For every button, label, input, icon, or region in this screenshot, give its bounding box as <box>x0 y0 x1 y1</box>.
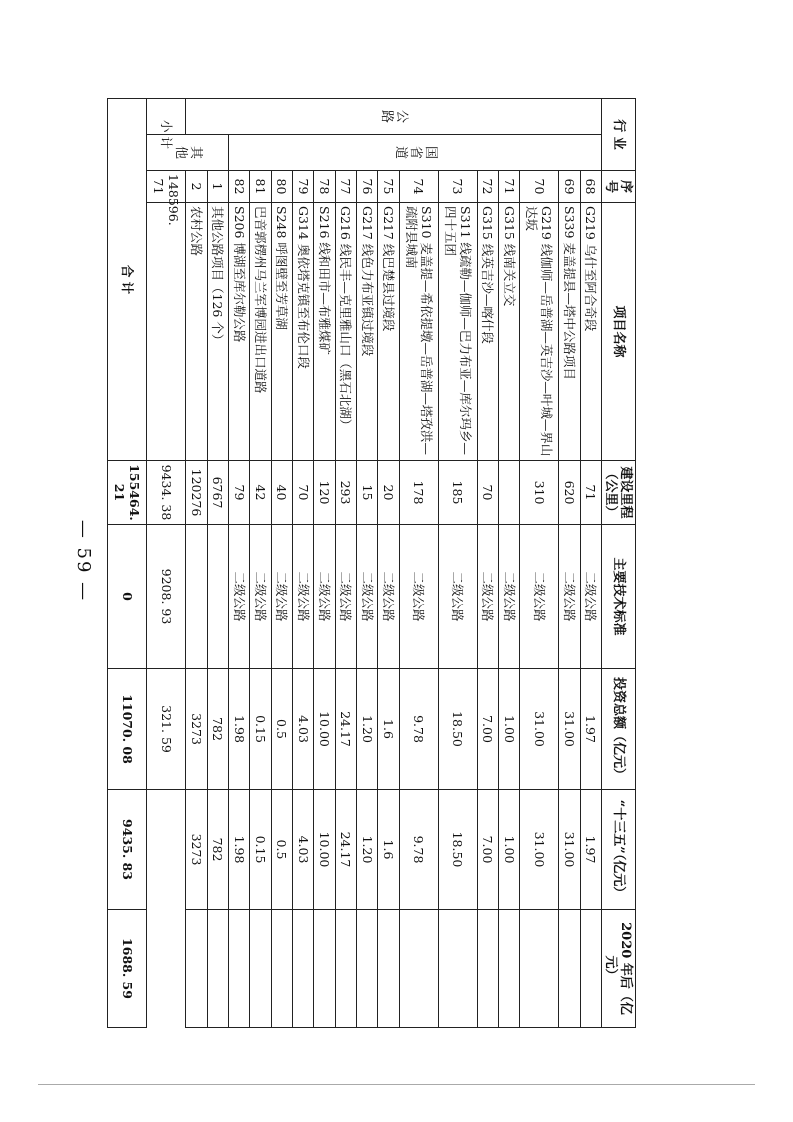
cell-seq: 70 <box>520 171 559 203</box>
cell-mileage: 15 <box>356 461 377 525</box>
cell-standard: 二级公路 <box>378 525 399 669</box>
highway-project-table <box>107 98 636 1028</box>
cell-after2020 <box>186 910 207 1028</box>
cell-seq: 81 <box>250 171 271 203</box>
cell-thirteenth: 9.78 <box>399 790 438 910</box>
cell-thirteenth: 1.00 <box>498 790 519 910</box>
header-seq: 序 号 <box>602 171 636 203</box>
rotated-table-container <box>107 98 636 1027</box>
cell-name: G216 线民丰—克里雅山口（黑石北湖） <box>335 203 356 461</box>
group-other: 其 他 <box>147 135 229 171</box>
total-mileage: 155464. 21 <box>108 461 147 525</box>
cell-mileage: 40 <box>271 461 292 525</box>
header-after2020: 2020 年后（亿元） <box>602 910 636 1028</box>
cell-mileage: 79 <box>229 461 250 525</box>
cell-standard: 二级公路 <box>498 525 519 669</box>
cell-investment: 1.97 <box>580 669 601 790</box>
table-row <box>498 99 519 1028</box>
cell-mileage: 185 <box>438 461 477 525</box>
cell-after2020 <box>207 910 228 1028</box>
cell-after2020 <box>559 910 580 1028</box>
cell-mileage: 120276 <box>186 461 207 525</box>
cell-standard: 二级公路 <box>520 525 559 669</box>
cell-investment: 1.00 <box>498 669 519 790</box>
table-row <box>292 99 313 1028</box>
cell-after2020 <box>356 910 377 1028</box>
cell-after2020 <box>520 910 559 1028</box>
cell-seq: 69 <box>559 171 580 203</box>
cell-thirteenth: 3273 <box>186 790 207 910</box>
subtotal-row <box>147 99 186 1028</box>
table-row <box>438 99 477 1028</box>
cell-mileage <box>498 461 519 525</box>
cell-seq: 72 <box>477 171 498 203</box>
cell-name: 其他公路项目（126 个） <box>207 203 228 461</box>
cell-standard: 二级公路 <box>477 525 498 669</box>
cell-name: G315 线英吉沙—喀什段 <box>477 203 498 461</box>
table-row <box>271 99 292 1028</box>
table-row <box>559 99 580 1028</box>
cell-name: G219 乌什至阿合奇段 <box>580 203 601 461</box>
cell-after2020 <box>399 910 438 1028</box>
cell-investment: 10.00 <box>314 669 335 790</box>
cell-investment: 9.78 <box>399 669 438 790</box>
cell-thirteenth: 1.98 <box>229 790 250 910</box>
cell-name: 农村公路 <box>186 203 207 461</box>
group-highway: 公 路 <box>186 99 602 135</box>
cell-thirteenth: 4.03 <box>292 790 313 910</box>
cell-name: G217 线色力布亚镇过境段 <box>356 203 377 461</box>
cell-standard: 二级公路 <box>580 525 601 669</box>
cell-standard: 二级公路 <box>271 525 292 669</box>
subtotal-investment: 9434. 38 <box>147 461 186 525</box>
subtotal-thirteenth: 9208. 93 <box>147 525 186 669</box>
cell-standard: 二级公路 <box>399 525 438 669</box>
total-standard: 0 <box>108 525 147 669</box>
cell-after2020 <box>580 910 601 1028</box>
cell-name: S311 线疏勒—伽师—巴力布亚—库尔玛乡—四十五团 <box>438 203 477 461</box>
cell-after2020 <box>314 910 335 1028</box>
cell-investment: 3273 <box>186 669 207 790</box>
cell-seq: 71 <box>498 171 519 203</box>
cell-standard: 二级公路 <box>356 525 377 669</box>
cell-name: G219 线伽师—岳普湖—英吉沙—叶城—界山达坂 <box>520 203 559 461</box>
cell-after2020 <box>250 910 271 1028</box>
cell-seq: 77 <box>335 171 356 203</box>
cell-after2020 <box>335 910 356 1028</box>
header-mileage: 建设里程（公里） <box>602 461 636 525</box>
subtotal-mileage: 148596. 71 <box>147 171 186 203</box>
cell-thirteenth: 1.6 <box>378 790 399 910</box>
cell-investment: 1.20 <box>356 669 377 790</box>
cell-standard: 二级公路 <box>559 525 580 669</box>
cell-thirteenth: 31.00 <box>520 790 559 910</box>
table-row <box>250 99 271 1028</box>
cell-seq: 73 <box>438 171 477 203</box>
cell-seq: 1 <box>207 171 228 203</box>
cell-seq: 76 <box>356 171 377 203</box>
cell-seq: 79 <box>292 171 313 203</box>
cell-investment: 1.98 <box>229 669 250 790</box>
table-row <box>477 99 498 1028</box>
cell-investment: 782 <box>207 669 228 790</box>
cell-name: G217 线巴楚县过境段 <box>378 203 399 461</box>
cell-standard <box>186 525 207 669</box>
cell-name: 巴音郭楞州马兰军博园进出口道路 <box>250 203 271 461</box>
cell-investment: 18.50 <box>438 669 477 790</box>
cell-standard: 二级公路 <box>438 525 477 669</box>
table-row <box>314 99 335 1028</box>
total-row <box>108 99 147 1028</box>
cell-investment: 0.15 <box>250 669 271 790</box>
subtotal-standard <box>147 203 186 461</box>
table-row <box>399 99 438 1028</box>
cell-after2020 <box>292 910 313 1028</box>
cell-seq: 82 <box>229 171 250 203</box>
footer-divider <box>38 1084 755 1085</box>
subtotal-after2020: 321. 59 <box>147 669 186 790</box>
cell-name: S206 博湖至库尔勒公路 <box>229 203 250 461</box>
cell-investment: 1.6 <box>378 669 399 790</box>
cell-thirteenth: 18.50 <box>438 790 477 910</box>
cell-after2020 <box>271 910 292 1028</box>
cell-standard: 二级公路 <box>292 525 313 669</box>
header-investment: 投资总额（亿元） <box>602 669 636 790</box>
cell-mileage: 42 <box>250 461 271 525</box>
cell-thirteenth: 782 <box>207 790 228 910</box>
cell-after2020 <box>477 910 498 1028</box>
cell-mileage: 178 <box>399 461 438 525</box>
cell-name: S248 呼图壁至芳草湖 <box>271 203 292 461</box>
table-row <box>580 99 601 1028</box>
table-row <box>207 99 228 1028</box>
cell-thirteenth: 7.00 <box>477 790 498 910</box>
cell-name: S339 麦盖提县—塔中公路项目 <box>559 203 580 461</box>
cell-name: S216 线和田市—布雅煤矿 <box>314 203 335 461</box>
cell-mileage: 70 <box>292 461 313 525</box>
total-label: 合 计 <box>108 99 147 461</box>
cell-seq: 74 <box>399 171 438 203</box>
cell-mileage: 310 <box>520 461 559 525</box>
cell-mileage: 120 <box>314 461 335 525</box>
cell-standard <box>207 525 228 669</box>
cell-mileage: 70 <box>477 461 498 525</box>
cell-investment: 0.5 <box>271 669 292 790</box>
cell-name: G314 奥依塔克镇至布伦口段 <box>292 203 313 461</box>
cell-investment: 31.00 <box>559 669 580 790</box>
cell-seq: 68 <box>580 171 601 203</box>
cell-thirteenth: 1.20 <box>356 790 377 910</box>
cell-mileage: 6767 <box>207 461 228 525</box>
cell-investment: 24.17 <box>335 669 356 790</box>
cell-thirteenth: 1.97 <box>580 790 601 910</box>
cell-after2020 <box>438 910 477 1028</box>
cell-thirteenth: 0.15 <box>250 790 271 910</box>
cell-seq: 78 <box>314 171 335 203</box>
table-row <box>520 99 559 1028</box>
cell-mileage: 71 <box>580 461 601 525</box>
header-name: 项目名称 <box>602 203 636 461</box>
cell-investment: 4.03 <box>292 669 313 790</box>
table-body <box>108 99 602 1028</box>
cell-thirteenth: 10.00 <box>314 790 335 910</box>
cell-mileage: 620 <box>559 461 580 525</box>
header-thirteenth: “十三五”（亿元） <box>602 790 636 910</box>
total-investment: 11070. 08 <box>108 669 147 790</box>
cell-name: S310 麦盖提—希依提墩—岳普湖—塔孜洪—疏附县城南 <box>399 203 438 461</box>
table-row <box>335 99 356 1028</box>
cell-after2020 <box>378 910 399 1028</box>
table-row <box>186 99 207 1028</box>
cell-seq: 80 <box>271 171 292 203</box>
header-industry: 行 业 <box>602 99 636 171</box>
table-row <box>378 99 399 1028</box>
cell-standard: 二级公路 <box>229 525 250 669</box>
cell-mileage: 20 <box>378 461 399 525</box>
cell-seq: 75 <box>378 171 399 203</box>
table-row <box>229 99 250 1028</box>
header-standard: 主要技术标准 <box>602 525 636 669</box>
cell-after2020 <box>229 910 250 1028</box>
header-row <box>602 99 636 1028</box>
cell-after2020 <box>498 910 519 1028</box>
cell-name: G315 线南关立交 <box>498 203 519 461</box>
total-after2020: 1688. 59 <box>108 910 147 1028</box>
cell-standard: 二级公路 <box>250 525 271 669</box>
cell-investment: 31.00 <box>520 669 559 790</box>
subtotal-label: 小 计 <box>147 99 186 171</box>
cell-standard: 二级公路 <box>314 525 335 669</box>
total-thirteenth: 9435. 83 <box>108 790 147 910</box>
cell-investment: 7.00 <box>477 669 498 790</box>
cell-standard: 二级公路 <box>335 525 356 669</box>
page-number: — 59 — <box>73 519 94 603</box>
cell-thirteenth: 31.00 <box>559 790 580 910</box>
cell-thirteenth: 0.5 <box>271 790 292 910</box>
group-national-provincial: 国 省 道 <box>229 135 602 171</box>
cell-mileage: 293 <box>335 461 356 525</box>
table-row <box>356 99 377 1028</box>
cell-thirteenth: 24.17 <box>335 790 356 910</box>
cell-seq: 2 <box>186 171 207 203</box>
